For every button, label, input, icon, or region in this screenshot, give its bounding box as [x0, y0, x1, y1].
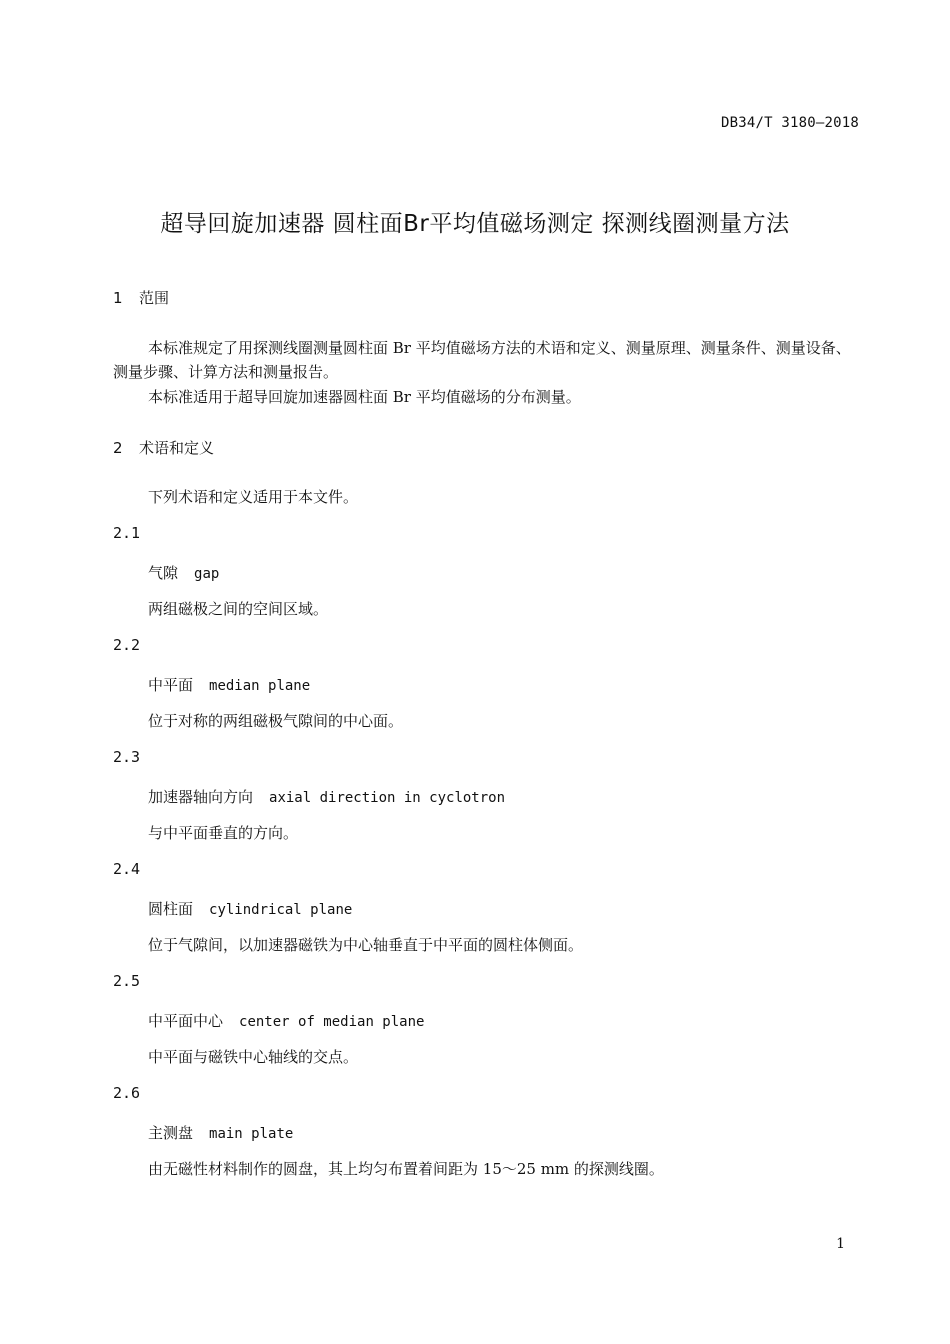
term-name [148, 1010, 424, 1031]
term-definition: 中平面与磁铁中心轴线的交点。 [148, 1048, 359, 1066]
term-en: main plate [209, 1126, 294, 1142]
term-number: 2.4 [113, 860, 141, 878]
section-heading-terms [113, 437, 214, 458]
term-name [148, 1122, 293, 1143]
term-number: 2.2 [113, 636, 141, 654]
section-number: 2 [113, 439, 123, 457]
term-definition: 由无磁性材料制作的圆盘，其上均匀布置着间距为 15～25 mm 的探测线圈。 [148, 1160, 664, 1178]
term-zh: 气隙 [148, 564, 179, 582]
term-en: median plane [209, 678, 311, 694]
section-title: 范围 [139, 289, 170, 307]
term-name [148, 786, 505, 807]
term-en: center of median plane [239, 1014, 425, 1030]
standard-code: DB34/T 3180—2018 [720, 115, 859, 131]
section-heading-scope [113, 287, 169, 308]
section-title: 术语和定义 [139, 439, 215, 457]
term-name [148, 898, 352, 919]
term-definition: 位于气隙间，以加速器磁铁为中心轴垂直于中平面的圆柱体侧面。 [148, 936, 584, 954]
scope-paragraph: 本标准适用于超导回旋加速器圆柱面 Br 平均值磁场的分布测量。 [148, 388, 581, 406]
document-title: 超导回旋加速器 圆柱面Br平均值磁场测定 探测线圈测量方法 [160, 211, 790, 237]
term-zh: 中平面 [148, 676, 194, 694]
term-number: 2.6 [113, 1084, 141, 1102]
page-number: 1 [836, 1236, 845, 1252]
term-name [148, 674, 310, 695]
term-zh: 加速器轴向方向 [148, 788, 254, 806]
section-number: 1 [113, 289, 123, 307]
term-zh: 圆柱面 [148, 900, 194, 918]
term-en: axial direction in cyclotron [269, 790, 506, 806]
term-name [148, 562, 219, 583]
term-en: gap [194, 566, 220, 582]
term-definition: 位于对称的两组磁极气隙间的中心面。 [148, 712, 404, 730]
scope-paragraph: 本标准规定了用探测线圈测量圆柱面 Br 平均值磁场方法的术语和定义、测量原理、测量条件、测量设备、测量步骤、计算方法和测量报告。 [113, 339, 851, 381]
term-number: 2.3 [113, 748, 141, 766]
term-zh: 中平面中心 [148, 1012, 224, 1030]
terms-intro: 下列术语和定义适用于本文件。 [148, 488, 359, 506]
term-number: 2.1 [113, 524, 141, 542]
term-number: 2.5 [113, 972, 141, 990]
term-definition: 两组磁极之间的空间区域。 [148, 600, 329, 618]
term-zh: 主测盘 [148, 1124, 194, 1142]
term-definition: 与中平面垂直的方向。 [148, 824, 299, 842]
term-en: cylindrical plane [209, 902, 353, 918]
